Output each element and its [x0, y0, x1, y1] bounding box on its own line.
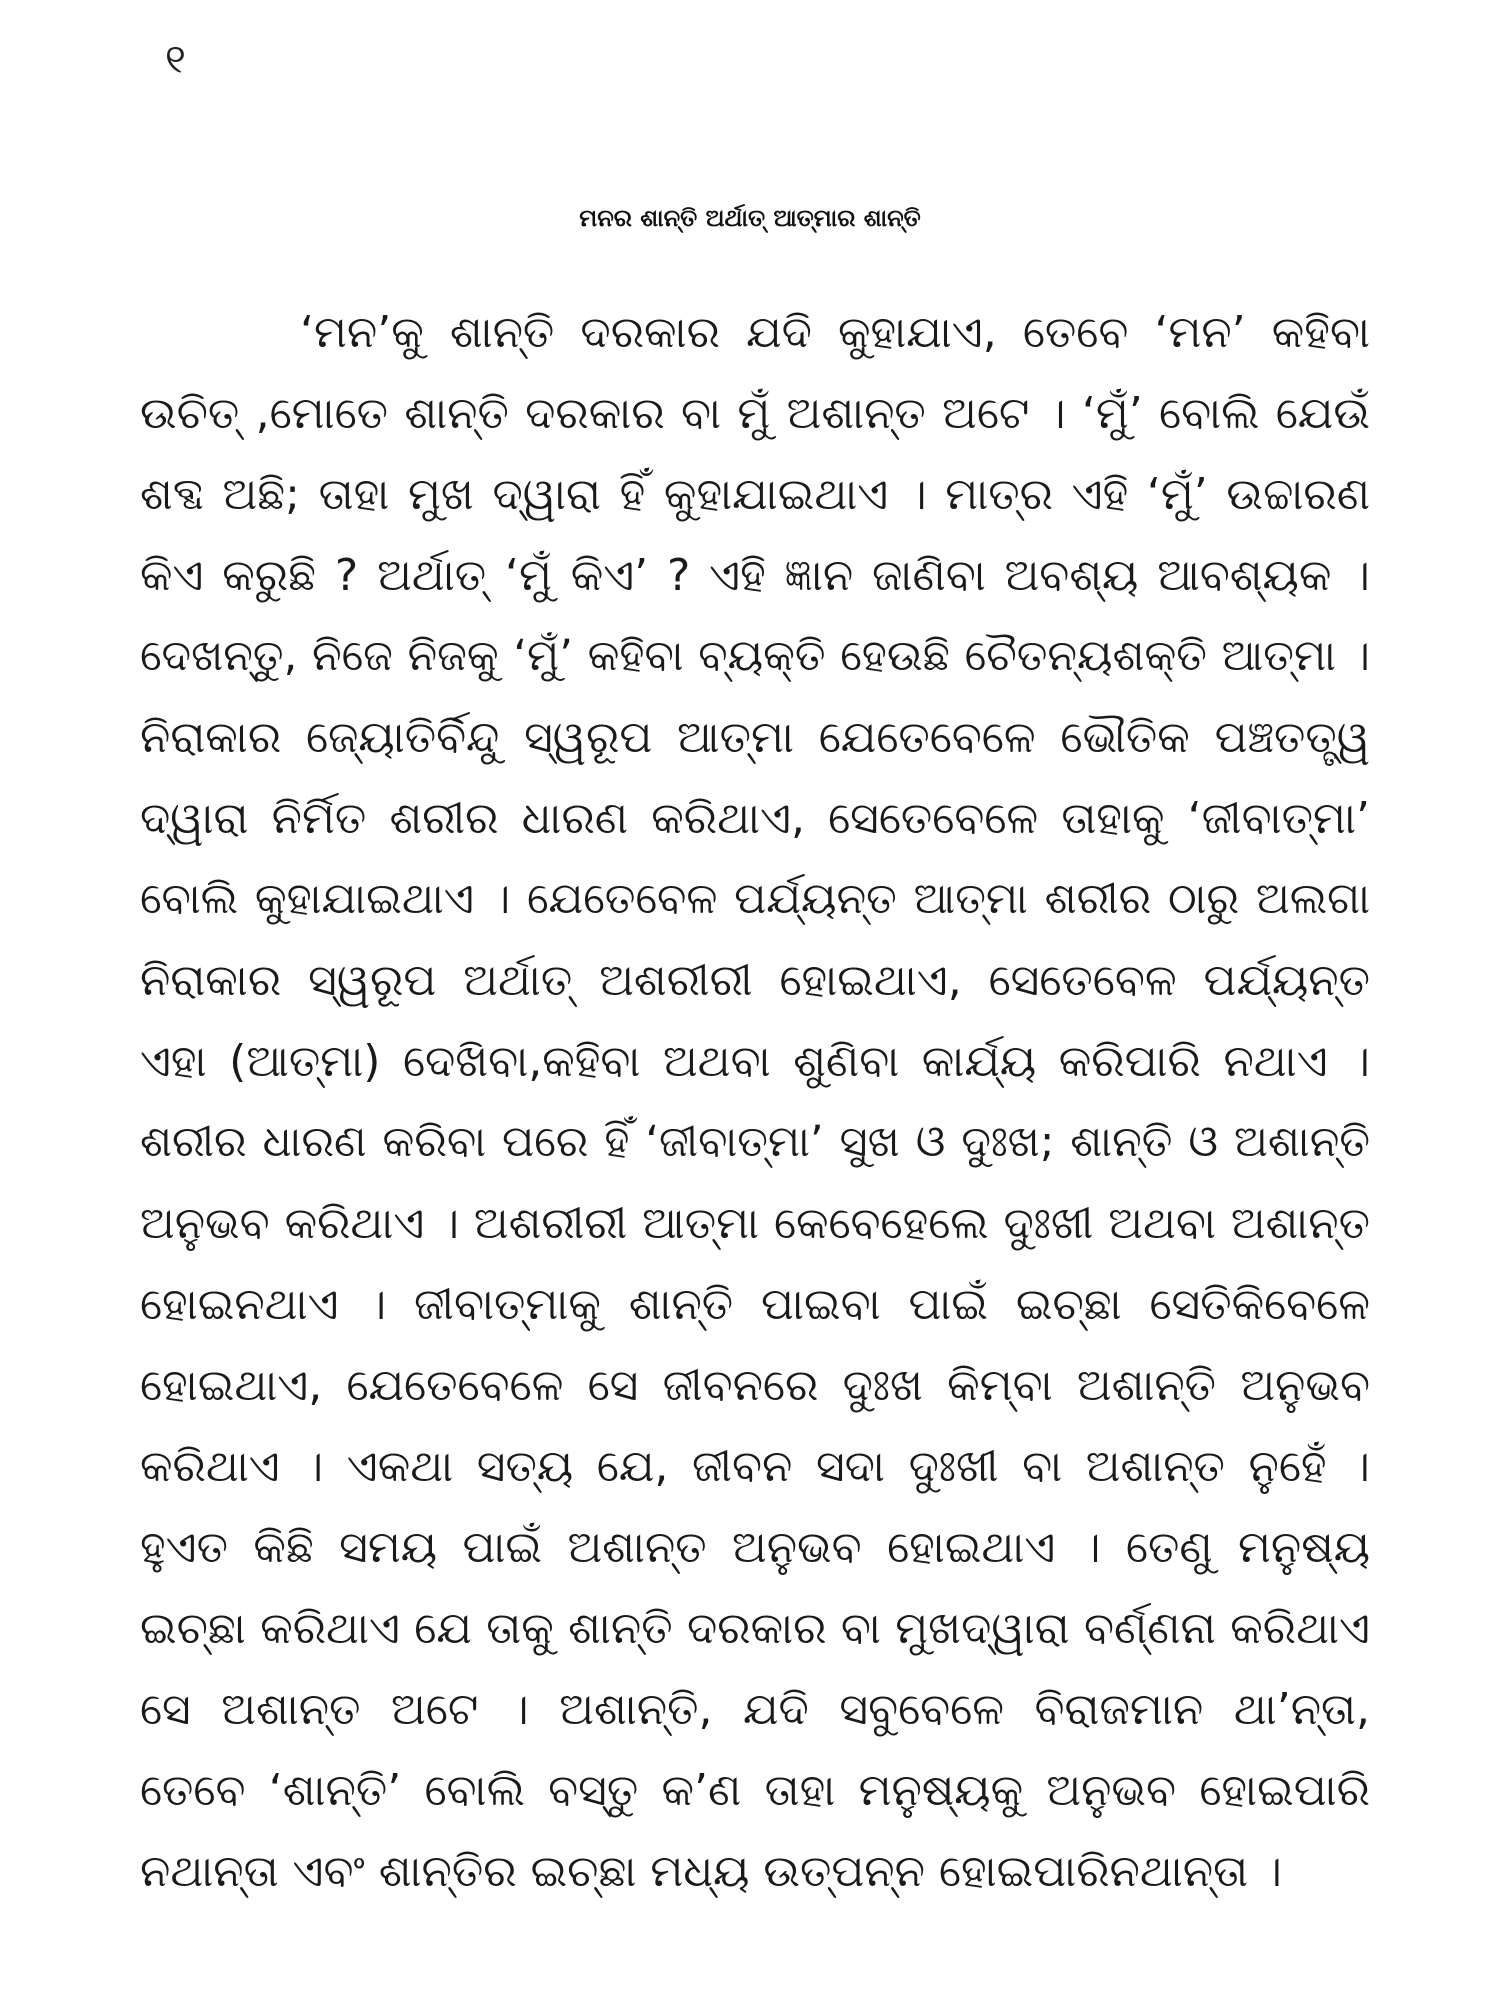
paragraph-line: ହୋଇଥାଏ, ଯେତେବେଳେ ସେ ଜୀବନରେ ଦୁଃଖ କିମ୍ବା ଅଶାନ୍ତି ଅନୁଭବ	[140, 1360, 1370, 1411]
body-paragraph	[140, 292, 1370, 1912]
paragraph-line: ହୋଇନଥାଏ । ଜୀବାତ୍ମାକୁ ଶାନ୍ତି ପାଇବା ପାଇଁ ଇଚ୍ଛା ସେତିକିବେଳେ	[140, 1279, 1370, 1330]
paragraph-line: ନିରାକାର ସ୍ୱରୂପ ଅର୍ଥାତ୍ ଅଶରୀରୀ ହୋଇଥାଏ, ସେତେବେଳ ପର୍ଯ୍ୟନ୍ତ	[140, 955, 1370, 1006]
paragraph-line: ଶବ୍ଦ ଅଛି; ତାହା ମୁଖ ଦ୍ୱାରା ହିଁ କୁହାଯାଇଥାଏ । ମାତ୍ର ଏହି ‘ମୁଁ’ ଉଚ୍ଚାରଣ	[140, 469, 1370, 520]
paragraph-line: ଦେଖନ୍ତୁ, ନିଜେ ନିଜକୁ ‘ମୁଁ’ କହିବା ବ୍ୟକ୍ତି ହେଉଛି ଚୈତନ୍ୟଶକ୍ତି ଆତ୍ମା ।	[140, 631, 1370, 681]
page-title: ମନର ଶାନ୍ତି ଅର୍ଥାତ୍ ଆତ୍ମାର ଶାନ୍ତି	[579, 204, 921, 232]
paragraph-line: ତେବେ ‘ଶାନ୍ତି’ ବୋଲି ବସ୍ତୁ କ’ଣ ତାହା ମନୁଷ୍ୟକୁ ଅନୁଭବ ହୋଇପାରି	[140, 1765, 1370, 1816]
paragraph-line: ସେ ଅଶାନ୍ତ ଅଟେ । ଅଶାନ୍ତି, ଯଦି ସବୁବେଳେ ବିରାଜମାନ ଥା’ନ୍ତା,	[140, 1684, 1370, 1735]
paragraph-line: ଅନୁଭବ କରିଥାଏ । ଅଶରୀରୀ ଆତ୍ମା କେବେହେଲେ ଦୁଃଖୀ ଅଥବା ଅଶାନ୍ତ	[140, 1198, 1370, 1249]
paragraph-line: ଇଚ୍ଛା କରିଥାଏ ଯେ ତାକୁ ଶାନ୍ତି ଦରକାର ବା ମୁଖଦ୍ୱାରା ବର୍ଣ୍ଣନା କରିଥାଏ	[140, 1603, 1370, 1654]
paragraph-line: ‘ମନ’କୁ ଶାନ୍ତି ଦରକାର ଯଦି କୁହାଯାଏ, ତେବେ ‘ମନ’ କହିବା	[300, 307, 1370, 358]
paragraph-line: ନିରାକାର ଜ୍ୟୋତିର୍ବିନ୍ଦୁ ସ୍ୱରୂପ ଆତ୍ମା ଯେତେବେଳେ ଭୌତିକ ପଞ୍ଚତତ୍ତ୍ୱ	[140, 712, 1370, 763]
paragraph-line: କିଏ କରୁଛି ? ଅର୍ଥାତ୍ ‘ମୁଁ କିଏ’ ? ଏହି ଜ୍ଞାନ ଜାଣିବା ଅବଶ୍ୟ ଆବଶ୍ୟକ ।	[140, 550, 1370, 601]
paragraph-line: କରିଥାଏ । ଏକଥା ସତ୍ୟ ଯେ, ଜୀବନ ସଦା ଦୁଃଖୀ ବା ଅଶାନ୍ତ ନୁହେଁ ।	[140, 1441, 1370, 1492]
paragraph-line: ଦ୍ୱାରା ନିର୍ମିତ ଶରୀର ଧାରଣ କରିଥାଏ, ସେତେବେଳେ ତାହାକୁ ‘ଜୀବାତ୍ମା’	[140, 793, 1370, 844]
paragraph-line: ନଥାନ୍ତା ଏବଂ ଶାନ୍ତିର ଇଚ୍ଛା ମଧ୍ୟ ଉତ୍ପନ୍ନ ହୋଇପାରିନଥାନ୍ତା ।	[140, 1846, 1282, 1897]
paragraph-line: ଶରୀର ଧାରଣ କରିବା ପରେ ହିଁ ‘ଜୀବାତ୍ମା’ ସୁଖ ଓ ଦୁଃଖ; ଶାନ୍ତି ଓ ଅଶାନ୍ତି	[140, 1117, 1370, 1167]
paragraph-line: ଉଚିତ୍ ,ମୋତେ ଶାନ୍ତି ଦରକାର ବା ମୁଁ ଅଶାନ୍ତ ଅଟେ । ‘ମୁଁ’ ବୋଲି ଯେଉଁ	[140, 388, 1370, 439]
paragraph-line: ବୋଲି କୁହାଯାଇଥାଏ । ଯେତେବେଳ ପର୍ଯ୍ୟନ୍ତ ଆତ୍ମା ଶରୀର ଠାରୁ ଅଲଗା	[140, 874, 1370, 924]
paragraph-line: ଏହା (ଆତ୍ମା) ଦେଖିବା,କହିବା ଅଥବା ଶୁଣିବା କାର୍ଯ୍ୟ କରିପାରି ନଥାଏ ।	[140, 1036, 1370, 1087]
paragraph-line: ହୁଏତ କିଛି ସମୟ ପାଇଁ ଅଶାନ୍ତ ଅନୁଭବ ହୋଇଥାଏ । ତେଣୁ ମନୁଷ୍ୟ	[140, 1522, 1370, 1573]
page-number: ୧	[165, 37, 186, 83]
